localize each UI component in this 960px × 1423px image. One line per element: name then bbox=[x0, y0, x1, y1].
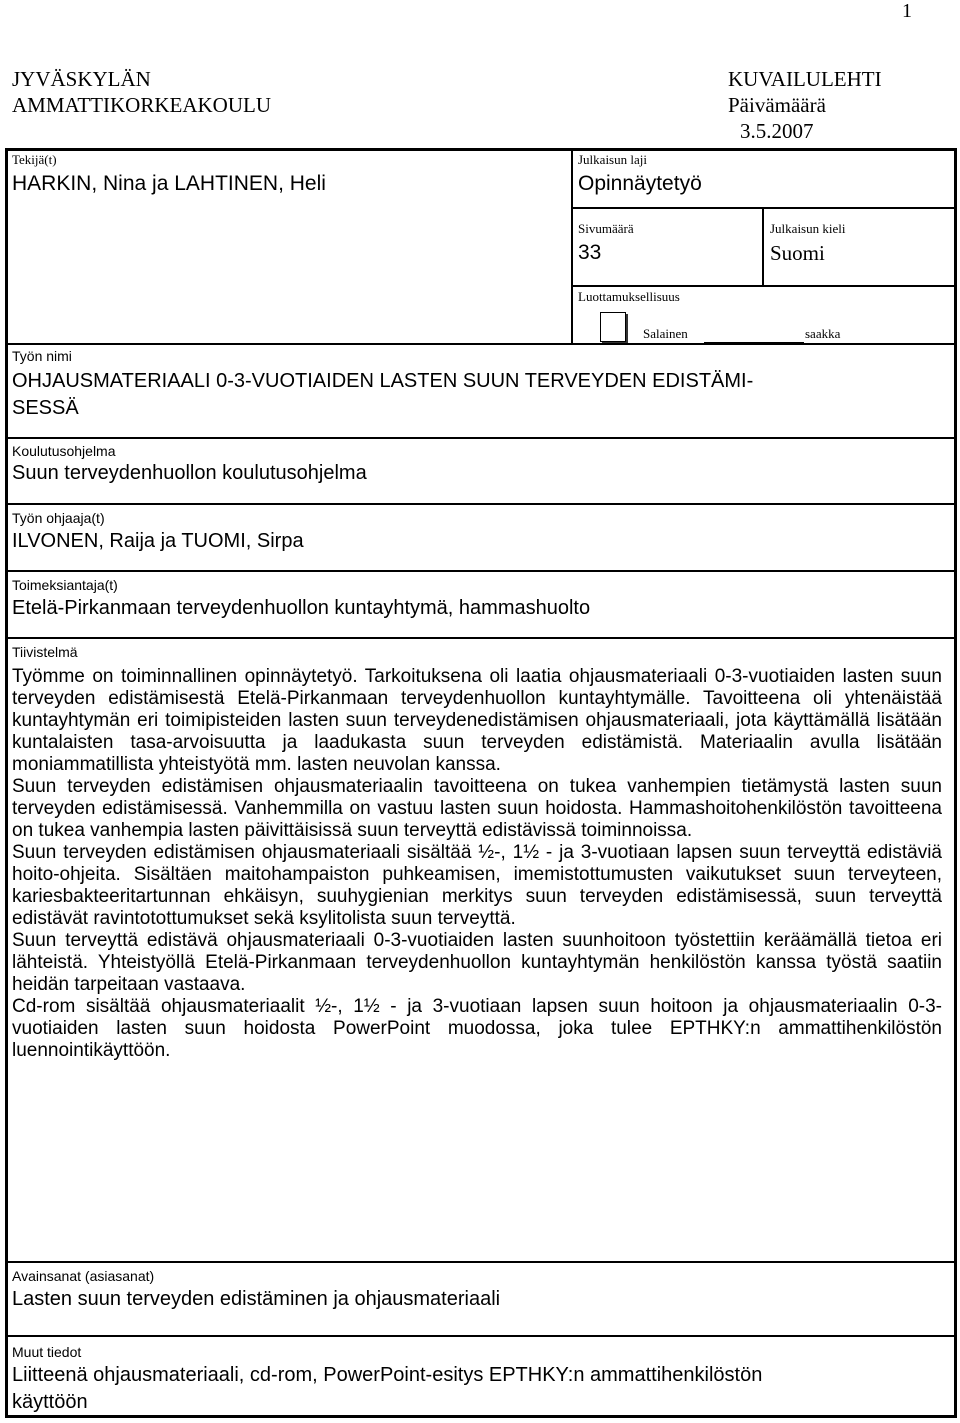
keywords-label: Avainsanat (asiasanat) bbox=[12, 1268, 155, 1284]
abstract-paragraph-5: Cd-rom sisältää ohjausmateriaalit ½-, 1½ - ja 3-vuotiaan lapsen suun hoitoon ja ohjausmateriaalin 0-3-vuotiaiden lasten suun hoidosta PowerPoint muodossa, joka tulee EPTHKY:n ammattihenkilöstön luennointikäyttöön. bbox=[12, 996, 942, 1061]
secret-label: Salainen bbox=[643, 326, 688, 341]
pubtype-label: Julkaisun laji bbox=[578, 152, 647, 167]
title-value-line2: SESSÄ bbox=[12, 397, 79, 419]
school-name bbox=[12, 66, 271, 118]
programme-value: Suun terveydenhuollon koulutusohjelma bbox=[12, 462, 367, 484]
pages-label: Sivumäärä bbox=[578, 221, 634, 236]
abstract-paragraph-1: Työmme on toiminnallinen opinnäytetyö. Tarkoituksena oli laatia ohjausmateriaali 0-3-vuotiaiden lasten suun terveyden edistämisestä Etelä-Pirkanmaan terveydenhuollon kuntayhtymälle. Tavoitteena oli yhtenäistää kuntayhtymän eri toimipisteiden lasten suun terveydenedistämisen ohjausmateriaali, jota käyttämällä lisätään kuntalaisten tasa-arvoisuutta ja laadukasta suun terveyden edistämistä. Materiaalin avulla lisätään moniammatillista yhteistyötä mm. lasten neuvolan kanssa. bbox=[12, 666, 942, 775]
abstract-paragraph-4: Suun terveyttä edistävä ohjausmateriaali 0-3-vuotiaiden lasten suunhoitoon työstettiin keräämällä tietoa eri lähteistä. Yhteistyöllä Etelä-Pirkanmaan terveydenhuollon kuntayhtymän henkilöstön kanssa työstä saatiin heidän tarpeitaan vastaava. bbox=[12, 930, 942, 995]
supervisor-label: Työn ohjaaja(t) bbox=[12, 510, 105, 526]
divider-vertical-top bbox=[571, 150, 573, 343]
confidentiality-label: Luottamuksellisuus bbox=[578, 289, 680, 304]
divider-programme bbox=[6, 437, 956, 439]
commissioner-label: Toimeksiantaja(t) bbox=[12, 577, 118, 593]
date-value: 3.5.2007 bbox=[740, 119, 814, 143]
title-value bbox=[12, 368, 753, 422]
other-info-value bbox=[12, 1362, 762, 1416]
page-number: 1 bbox=[902, 0, 912, 22]
keywords-value: Lasten suun terveyden edistäminen ja ohjausmateriaali bbox=[12, 1288, 501, 1310]
secret-checkbox[interactable] bbox=[600, 312, 626, 342]
abstract-label: Tiivistelmä bbox=[12, 644, 78, 660]
divider-supervisor bbox=[6, 503, 956, 505]
authors-label: Tekijä(t) bbox=[12, 152, 57, 167]
school-name-line2: AMMATTIKORKEAKOULU bbox=[12, 93, 271, 117]
language-label: Julkaisun kieli bbox=[770, 221, 846, 236]
divider-other bbox=[6, 1335, 956, 1337]
other-info-line2: käyttöön bbox=[12, 1391, 88, 1413]
authors-value: HARKIN, Nina ja LAHTINEN, Heli bbox=[12, 172, 326, 195]
date-label: Päivämäärä bbox=[728, 93, 826, 117]
divider-abstract bbox=[6, 637, 956, 639]
divider-pages bbox=[571, 285, 955, 287]
programme-label: Koulutusohjelma bbox=[12, 443, 116, 459]
divider-vertical-lang bbox=[762, 207, 764, 286]
until-label: saakka bbox=[805, 326, 841, 341]
supervisor-value: ILVONEN, Raija ja TUOMI, Sirpa bbox=[12, 530, 304, 552]
divider-keywords bbox=[6, 1261, 956, 1263]
document-type: KUVAILULEHTI bbox=[728, 67, 882, 91]
abstract-paragraph-3: Suun terveyden edistämisen ohjausmateriaali sisältää ½-, 1½ - ja 3-vuotiaan lapsen suun terveyttä edistäviä hoito-ohjeita. Sisältäen maitohampaiston puhkeamisen, imemistottumusten vaikutukset suun terveyteen, kariesbakteeritartunnan ehkäisyn, suuhygienian merkitys suun terveyden edistämisessä, suun terveyttä edistävät ravintotottumukset sekä ksylitolista suun terveyttä. bbox=[12, 842, 942, 929]
pages-value: 33 bbox=[578, 241, 602, 264]
divider-commissioner bbox=[6, 570, 956, 572]
commissioner-value: Etelä-Pirkanmaan terveydenhuollon kuntayhtymä, hammashuolto bbox=[12, 597, 591, 619]
document-type-block bbox=[728, 66, 882, 144]
pubtype-value: Opinnäytetyö bbox=[578, 172, 702, 195]
other-info-line1: Liitteenä ohjausmateriaali, cd-rom, PowerPoint-esitys EPTHKY:n ammattihenkilöstön bbox=[12, 1364, 763, 1386]
other-info-label: Muut tiedot bbox=[12, 1344, 82, 1360]
language-value: Suomi bbox=[770, 241, 825, 265]
abstract-text bbox=[12, 666, 942, 1062]
title-value-line1: OHJAUSMATERIAALI 0-3-VUOTIAIDEN LASTEN SUUN TERVEYDEN EDISTÄMI- bbox=[12, 370, 754, 392]
divider-title bbox=[6, 343, 956, 345]
title-label: Työn nimi bbox=[12, 348, 72, 364]
abstract-paragraph-2: Suun terveyden edistämisen ohjausmateriaalin tavoitteena on tukea vanhempien tietämystä lasten suun terveyden edistämisessä. Vanhemmilla on vastuu lasten suun hoidosta. Hammashoitohenkilöstön tavoitteena on tukea vanhempia lasten päivittäisissä suun terveyttä edistävissä toiminnoissa. bbox=[12, 776, 942, 841]
school-name-line1: JYVÄSKYLÄN bbox=[12, 67, 151, 91]
